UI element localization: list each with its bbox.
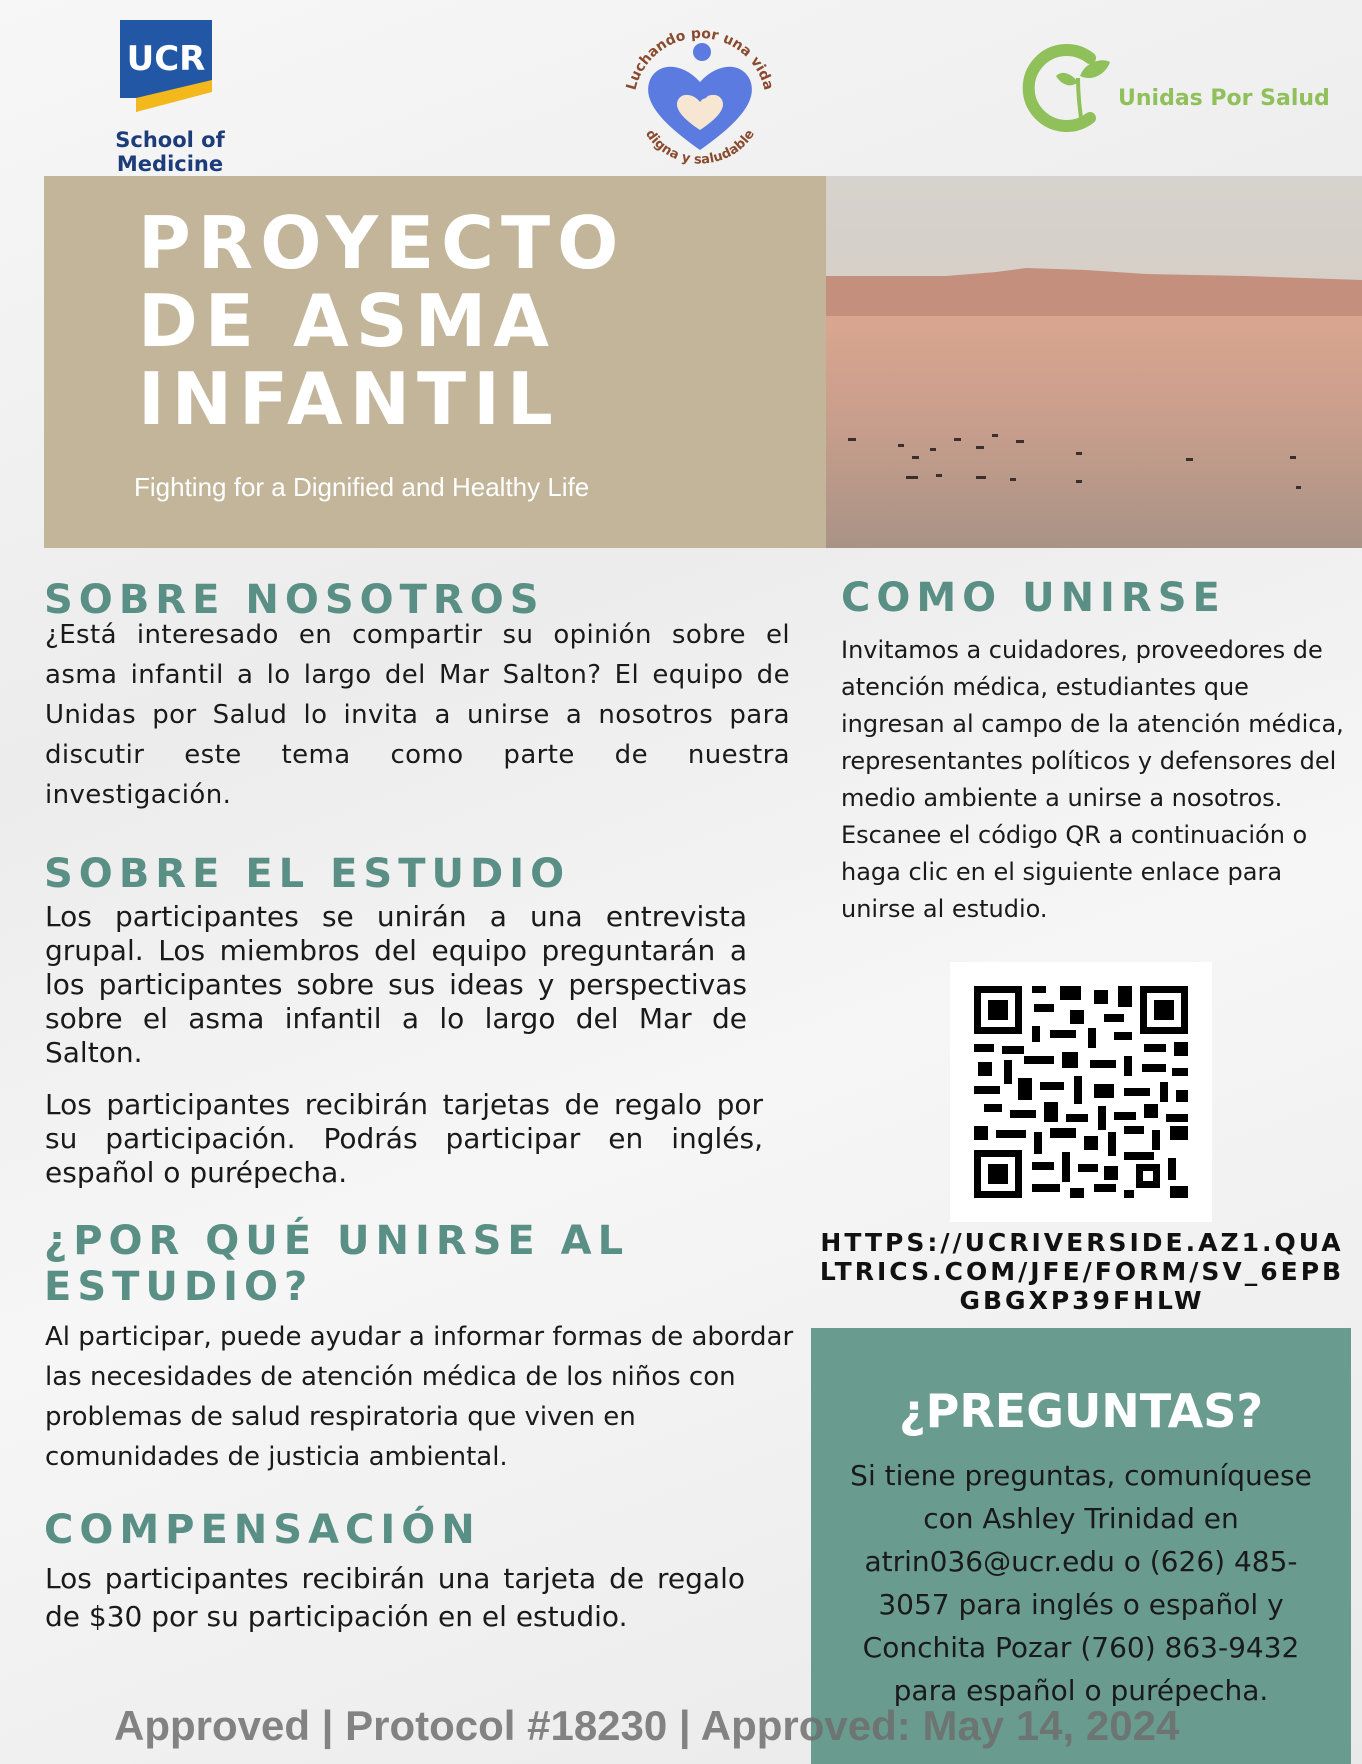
leaf-c-icon <box>1020 38 1116 138</box>
luchando-por-una-vida-logo <box>620 22 780 178</box>
hero-title-panel <box>44 176 826 548</box>
qr-code[interactable] <box>950 962 1212 1222</box>
how-to-join-heading: COMO UNIRSE <box>841 575 1226 621</box>
study-signup-link[interactable]: HTTPS://UCRIVERSIDE.AZ1.QUALTRICS.COM/JFE/FORM/SV_6EPBGBGXP39FHLW <box>819 1228 1345 1315</box>
about-us-heading: SOBRE NOSOTROS <box>44 577 545 623</box>
questions-heading: ¿PREGUNTAS? <box>898 1384 1264 1438</box>
qr-code-icon <box>974 986 1188 1198</box>
ucr-badge-text: UCR <box>126 39 206 79</box>
title-line-3: INFANTIL <box>138 357 560 441</box>
questions-contact-text: Si tiene preguntas, comuníquese con Ashley Trinidad en atrin036@ucr.edu o (626) 485-3057 para inglés o español y Conchita Pozar (760) 863-9432 para español o purépecha. <box>850 1459 1312 1707</box>
lake-birds-image <box>826 176 1362 548</box>
why-join-text: Al participar, puede ayudar a informar formas de abordar las necesidades de atención médica de los niños con problemas de salud respiratoria que viven en comunidades de justicia ambiental. <box>45 1322 794 1472</box>
heart-family-icon <box>620 22 780 178</box>
project-subtitle: Fighting for a Dignified and Healthy Life <box>134 472 590 502</box>
how-to-join-text: Invitamos a cuidadores, proveedores de atención médica, estudiantes que ingresan al campo de la atención médica, representantes políticos y defensores del medio ambiente a unirse a nosotros. Escanee el código QR a continuación o haga clic en el siguiente enlace para unirse al estudio. <box>841 636 1344 923</box>
ucr-school-of-medicine-logo <box>70 20 270 176</box>
compensation-heading: COMPENSACIÓN <box>44 1507 481 1553</box>
unidas-por-salud-text: Unidas Por Salud <box>1118 86 1330 111</box>
about-study-text-2: Los participantes recibirán tarjetas de regalo por su participación. Podrás participar en inglés, español o purépecha. <box>45 1088 763 1189</box>
questions-panel <box>811 1328 1351 1764</box>
about-study-text-1: Los participantes se unirán a una entrevista grupal. Los miembros del equipo preguntarán a los participantes sobre sus ideas y perspectivas sobre el asma infantil a lo largo del Mar de Salton. <box>45 900 747 1069</box>
luchando-bottom-text: digna y saludable <box>642 127 758 168</box>
title-line-1: PROYECTO <box>138 201 626 285</box>
irb-approval-stamp: Approved | Protocol #18230 | Approved: May 14, 2024 <box>114 1702 1180 1749</box>
about-study-heading: SOBRE EL ESTUDIO <box>44 851 571 897</box>
unidas-por-salud-logo <box>1020 38 1330 138</box>
about-us-text: ¿Está interesado en compartir su opinión sobre el asma infantil a lo largo del Mar Salton? El equipo de Unidas por Salud lo invita a unirse a nosotros para discutir este tema como parte de nuestra investigación. <box>45 620 790 810</box>
ucr-badge-icon <box>120 20 212 112</box>
title-line-2: DE ASMA <box>138 279 556 363</box>
why-join-heading: ¿POR QUÉ UNIRSE AL ESTUDIO? <box>44 1218 630 1310</box>
compensation-text: Los participantes recibirán una tarjeta de regalo de $30 por su participación en el estudio. <box>45 1562 745 1633</box>
project-title <box>138 201 626 441</box>
school-of-medicine-text: School of Medicine <box>115 128 225 176</box>
salton-sea-photo <box>826 176 1362 548</box>
luchando-top-text: Luchando por una vida <box>623 25 777 92</box>
